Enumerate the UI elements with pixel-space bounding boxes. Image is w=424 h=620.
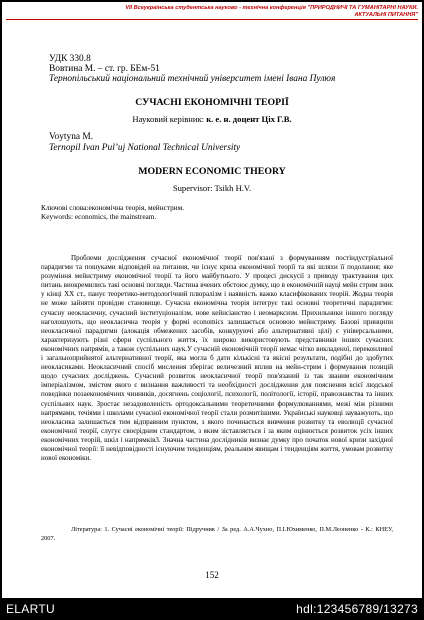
- author-en: Voytyna M.: [49, 132, 94, 142]
- references: Література: 1. Сучасні економічні теорії: Підручник / За ред. А.А.Чухно, П.І.Юхименко, П.М.Леоненко - К.: КНЕУ, 2007.: [41, 526, 393, 542]
- header-divider: [6, 19, 418, 20]
- keywords-ua: Ключові слова:економічна теорія, мейнстрим.: [41, 203, 185, 212]
- udk-code: УДК 330.8: [49, 54, 91, 64]
- supervisor-ua-label: Науковий керівник:: [132, 114, 205, 124]
- affiliation-en: Ternopil Ivan Pul’uj National Technical University: [49, 143, 241, 153]
- keywords-en: Keywords: economics, the mainstream.: [41, 212, 157, 221]
- author-ua: Вовтина М. – ст. гр. БЕм-51: [49, 64, 160, 74]
- footer-handle: hdl:123456789/13273: [296, 602, 418, 616]
- title-ua: СУЧАСНІ ЕКОНОМІЧНІ ТЕОРІЇ: [135, 97, 289, 108]
- footer-source-label: ELARTU: [6, 602, 55, 616]
- conference-header: [6, 5, 418, 18]
- title-en: MODERN ECONOMIC THEORY: [138, 166, 286, 177]
- supervisor-en: Supervisor: Tsikh H.V.: [172, 183, 252, 193]
- supervisor-ua: [2, 114, 422, 124]
- affiliation-ua: Тернопільський національний технічний університет імені Івана Пулюя: [49, 74, 336, 84]
- body-paragraph: Проблеми дослідження сучасної економічної теорії пов'язані з формуванням постіндустріальної парадигми та пошуками відповідей на питання, чи існує криза економічної теорії та які шляхи її подолання; яке розуміння мейнстриму економічної теорії та його майбутнього. У процесі дискусії з приводу трактування цих питань виокремились такі основні погляди. Частина вчених обстоює думку, що в економічній науці мейн стрим зник у кінці XX ст., панує теоретико-методологічний плюралізм і наявність важко класифікованих теорій. Жодна теорія не може зайняти провідне становище. Сучасна економічна теорія інтегрує такі основні теоретичні парадигми: сучасну неокласичну, сучасний інституціоналізм, нове кейнсіанство і неомарксизм. Прихильники іншого погляду наголошують, що неокласична теорія у формі economics залишається основою мейнстриму. Базові принципи неокласичної парадигми (алокація обмежених засобів, конкуруючі або альтернативні цілі) є універсальними, характеризують різні сфери суспільного життя, їх широко використовують представники інших сучасних економічних напрямів, а також суспільних наук.У сучасній економічній теорії немає чітко викладеної, переконливої і загальноприйнятої альтернативної теорії, яка могла б дати кількісні та якісні результати, подібні до здобутих неокласиками. Неокласичний спосіб мислення зберігає величезний вплив на мейн-стрим і формування позицій щодо сучасних досліджень. Сучасний розвиток неокласичної теорії пов'язаний із так званим економічним імперіалізмом, змістом якого є визнання важливості та необхідності дослідження для пояснення всієї людської поведінки позаекономічних чинників, досягнень соціології, психології, політології, історії, правознавства та інших суспільних наук. Зростає незадоволеність ортодоксальними теоретичними формулюваннями, межі між різними напрямами, течіями і школами сучасної економічної теорії стали розмитішими. Українські науковці зауважують, що неокласика залишається тим відправним пунктом, з якого починається вивчення розвитку та еволюції сучасної економічної теорії, слугує своєрідним стандартом, з яким зіставляється і за яким оцінюється розвиток усіх інших економічних теорій, шкіл і напрямків3. Значна частина дослідників визнає думку про початок нової кризи західної економічної теорії: її невідповідності існуючим тенденціям, реальним явищам і тенденціям життя, умовам розвитку нової економіки.: [41, 254, 393, 463]
- conference-header-line2: АКТУАЛЬНІ ПИТАННЯ": [354, 11, 418, 18]
- document-page: [2, 2, 422, 598]
- supervisor-ua-name: к. е. н. доцент Ціх Г.В.: [206, 114, 292, 124]
- page-number: 152: [205, 570, 219, 580]
- conference-header-line1: VII Всеукраїнська студентська науково - технічна конференція "ПРИРОДНИЧІ ТА ГУМАНІТАРНІ НАУКИ.: [125, 5, 418, 11]
